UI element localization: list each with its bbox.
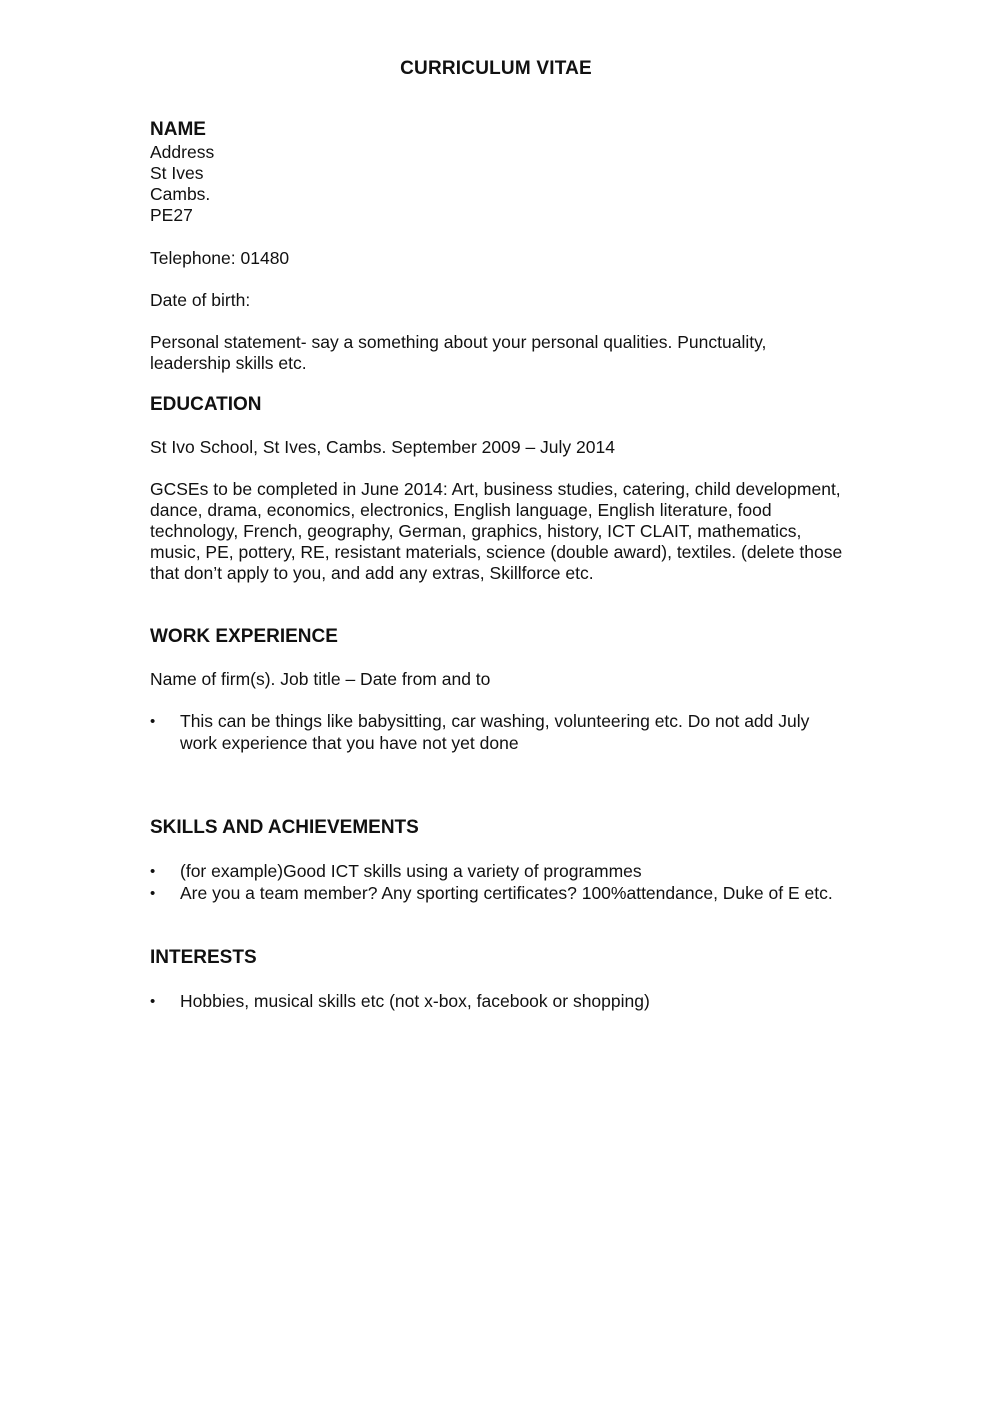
cv-content (150, 118, 850, 1013)
address-line: St Ives (150, 163, 204, 183)
bullet-icon: • (150, 863, 156, 880)
list-item (150, 883, 850, 905)
list-item (150, 711, 850, 754)
list-item-text: Are you a team member? Any sporting certificates? 100%attendance, Duke of E etc. (180, 882, 833, 903)
skills-bullet-list (150, 861, 850, 904)
firm-line: Name of firm(s). Job title – Date from and to (150, 669, 491, 689)
list-item-text: Hobbies, musical skills etc (not x-box, facebook or shopping) (180, 991, 650, 1011)
telephone-line: Telephone: 01480 (150, 248, 290, 268)
dob-line: Date of birth: (150, 290, 251, 310)
bullet-icon: • (150, 713, 156, 730)
work-bullet-list (150, 711, 850, 754)
interests-bullet-list (150, 991, 850, 1013)
address-line: PE27 (150, 205, 193, 225)
name-heading: NAME (150, 119, 206, 140)
school-line: St Ivo School, St Ives, Cambs. September 2009 – July 2014 (150, 437, 615, 457)
bullet-icon: • (150, 993, 156, 1010)
address-block (150, 142, 850, 226)
bullet-icon: • (150, 884, 156, 902)
list-item-text: (for example)Good ICT skills using a variety of programmes (180, 861, 642, 881)
education-heading: EDUCATION (150, 394, 262, 415)
address-line: Cambs. (150, 184, 211, 204)
document-title: CURRICULUM VITAE (400, 58, 592, 79)
list-item (150, 991, 850, 1013)
skills-heading: SKILLS AND ACHIEVEMENTS (150, 817, 419, 838)
list-item-text: This can be things like babysitting, car washing, volunteering etc. Do not add July work experience that you have not yet done (180, 711, 810, 753)
personal-statement: Personal statement- say a something about your personal qualities. Punctuality, leadership skills etc. (150, 332, 767, 373)
interests-heading: INTERESTS (150, 947, 257, 968)
address-line: Address (150, 142, 215, 162)
gcse-paragraph: GCSEs to be completed in June 2014: Art, business studies, catering, child development, dance, drama, economics, electronics, English language, English literature, food technology, French, geography, German, graphics, history, ICT CLAIT, mathematics, music, PE, pottery, RE, resistant materials, science (double award), textiles. (delete those that don’t apply to you, and add any extras, Skillforce etc. (150, 479, 843, 583)
list-item (150, 861, 850, 883)
work-experience-heading: WORK EXPERIENCE (150, 626, 338, 647)
